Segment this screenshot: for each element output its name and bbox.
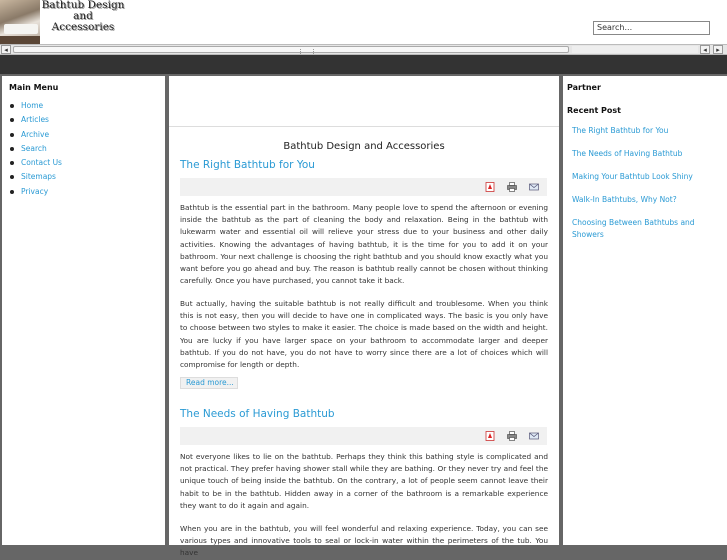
pdf-icon[interactable]	[485, 431, 495, 441]
nav-band	[0, 55, 727, 74]
email-icon[interactable]	[529, 431, 539, 441]
bullet-icon	[10, 118, 14, 122]
site-logo[interactable]	[0, 0, 128, 44]
article-title-link[interactable]: The Right Bathtub for You	[180, 159, 315, 171]
recent-post-link[interactable]: The Needs of Having Bathtub	[572, 149, 683, 158]
main-menu-title: Main Menu	[9, 83, 59, 92]
partner-title: Partner	[567, 83, 601, 92]
bullet-icon	[10, 175, 14, 179]
article-paragraph: Bathtub is the essential part in the bathroom. Many people love to spend the afternoon or evening inside the bathtub as the part of cleaning the body and relaxation. Being in the bathtub with lukewarm water and essential oil will relieve your stress due to your business and other daily activities. Knowing the advantages of having bathtub, it is the time for you to add it on your bathroom. Your next challenge is choosing the right bathtub and you should know exactly what you want before you go ahead and buy. The reason is bathtub really cannot be chosen without thinking carefully. Once you have purchased, you cannot take it back.	[180, 203, 548, 286]
article-paragraph: When you are in the bathtub, you will feel wonderful and relaxing experience. Today, you can see various types and innovative tools to seal or lock-in water within the perimeters of the tub. You have	[180, 524, 548, 558]
menu-item-articles[interactable]	[10, 113, 62, 127]
article-toolbar	[180, 427, 547, 445]
recent-post-title: Recent Post	[567, 106, 622, 115]
search-input[interactable]: Search...	[593, 21, 710, 35]
site-title: Bathtub Design and Accessories	[283, 141, 445, 152]
article-toolbar	[180, 178, 547, 196]
recent-post-link[interactable]: Making Your Bathtub Look Shiny	[572, 172, 693, 181]
recent-post-link[interactable]: The Right Bathtub for You	[572, 126, 669, 135]
menu-item-label: Archive	[21, 129, 50, 139]
recent-post-list	[572, 125, 722, 252]
main-menu	[10, 99, 62, 199]
recent-post-link[interactable]: Choosing Between Bathtubs and Showers	[572, 218, 695, 239]
bullet-icon	[10, 133, 14, 137]
menu-item-label: Search	[21, 143, 47, 153]
menu-item-label: Home	[21, 101, 44, 110]
scrollbar-thumb[interactable]	[13, 46, 569, 53]
horizontal-scrollbar[interactable]	[0, 44, 727, 55]
menu-item-label: Privacy	[21, 186, 49, 196]
menu-item-contact[interactable]	[10, 156, 62, 170]
right-sidebar	[563, 76, 727, 545]
menu-item-label: Sitemaps	[21, 172, 56, 182]
scrollbar-track[interactable]	[572, 46, 698, 53]
bullet-icon	[10, 147, 14, 151]
menu-item-privacy[interactable]	[10, 185, 62, 199]
scroll-left-arrow-icon-2[interactable]: ◂	[700, 45, 710, 54]
logo-line-3: Accessories	[51, 21, 115, 33]
recent-post-link[interactable]: Walk-In Bathtubs, Why Not?	[572, 195, 677, 204]
logo-line-2: and	[73, 10, 93, 22]
menu-item-sitemaps[interactable]	[10, 170, 62, 184]
bullet-icon	[10, 190, 14, 194]
logo-text	[38, 0, 128, 33]
scrollbar-grip-icon	[300, 49, 314, 54]
left-sidebar	[2, 76, 165, 545]
logo-line-1: Bathtub Design	[41, 0, 125, 11]
menu-item-search[interactable]	[10, 142, 62, 156]
bullet-icon	[10, 104, 14, 108]
menu-item-label: Articles	[21, 115, 49, 125]
divider	[169, 126, 559, 127]
menu-item-label: Contact Us	[21, 158, 62, 168]
article-paragraph: Not everyone likes to lie on the bathtub. Perhaps they think this bathing style is complicated and not practical. They prefer having shower stall while they are bathing. Or they never try and feel the unique touch of being inside the bathtub. On the contrary, a lot of people seem cannot leave their habit to be in the bathtub. Hidden away in a corner of the bathroom is a remarkable experience they want to do it again and again.	[180, 452, 548, 510]
bathtub-image	[0, 0, 40, 44]
scroll-left-arrow-icon[interactable]: ◂	[1, 45, 11, 54]
article-title-link[interactable]: The Needs of Having Bathtub	[180, 408, 335, 420]
pdf-icon[interactable]	[485, 182, 495, 192]
bullet-icon	[10, 161, 14, 165]
header	[0, 0, 727, 44]
main-content	[169, 76, 559, 558]
article-paragraph: But actually, having the suitable bathtub is not really difficult and troublesome. When you think this is not easy, then you will decide to have one in complicated ways. The basic is you only have to choose between two styles to make it easier. The choice is made based on the width and height. You are lucky if you have larger space on your bathroom to accommodate larger and deeper bathtub. If you do not have, you do not have to worry since there are a lot of choices which will compromise for length or depth.	[180, 299, 548, 370]
print-icon[interactable]	[507, 431, 517, 441]
menu-item-archive[interactable]	[10, 128, 62, 142]
print-icon[interactable]	[507, 182, 517, 192]
menu-item-home[interactable]	[10, 99, 62, 113]
email-icon[interactable]	[529, 182, 539, 192]
read-more-button[interactable]: Read more...	[180, 377, 238, 389]
scroll-right-arrow-icon[interactable]: ▸	[713, 45, 723, 54]
